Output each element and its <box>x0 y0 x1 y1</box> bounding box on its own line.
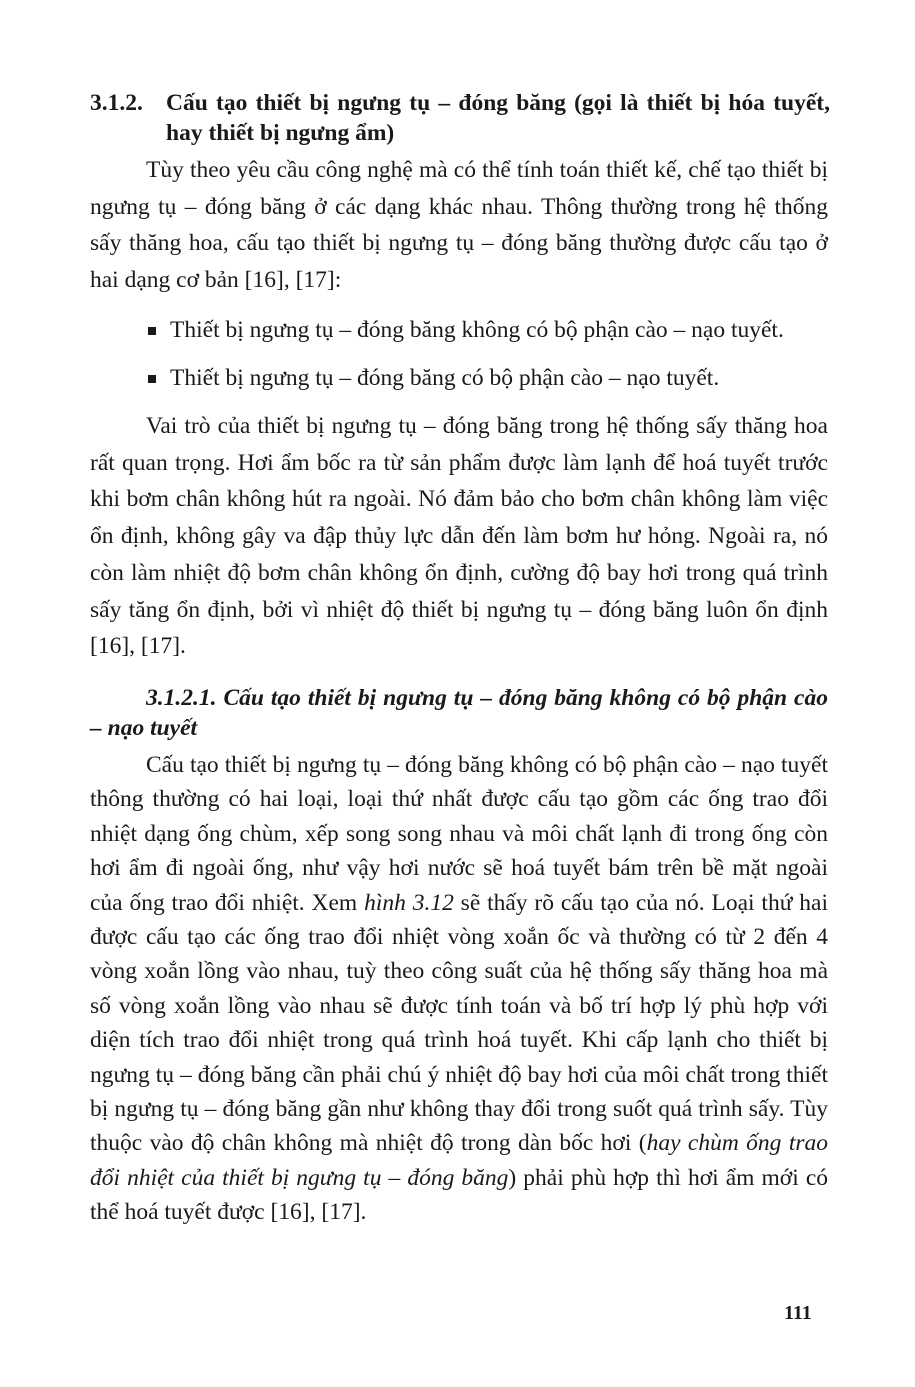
list-item-text: Thiết bị ngưng tụ – đóng băng không có bộ phận cào – nạo tuyết. <box>170 317 784 343</box>
paragraph-text-part: sẽ thấy rõ cấu tạo của nó. Loại thứ hai được cấu tạo các ống trao đổi nhiệt vòng xoắn ốc và thường có từ 2 đến 4 vòng xoắn lồng vào nhau, tuỳ theo công suất của hệ thống sấy thăng hoa mà số vòng xoắn lồng vào nhau sẽ được tính toán và bố trí hợp lý phù hợp với diện tích trao đổi nhiệt trong quá trình hoá tuyết. Khi cấp lạnh cho thiết bị ngưng tụ – đóng băng cần phải chú ý nhiệt độ bay hơi của môi chất trong thiết bị ngưng tụ – đóng băng gần như không thay đổi trong suốt quá trình sấy. Tùy thuộc vào độ chân không mà nhiệt độ trong dàn bốc hơi ( <box>90 889 828 1157</box>
subsection-heading: 3.1.2.1. Cấu tạo thiết bị ngưng tụ – đóng băng không có bộ phận cào – nạo tuyết <box>90 685 828 741</box>
paragraph-intro: Tùy theo yêu cầu công nghệ mà có thể tính toán thiết kế, chế tạo thiết bị ngưng tụ – đóng băng ở các dạng khác nhau. Thông thường trong hệ thống sấy thăng hoa, cấu tạo thiết bị ngưng tụ – đóng băng thường được cấu tạo ở hai dạng cơ bản [16], [17]: <box>90 157 828 294</box>
list-item <box>148 312 848 360</box>
section-heading <box>90 88 830 148</box>
section-title: Cấu tạo thiết bị ngưng tụ – đóng băng (gọi là thiết bị hóa tuyết, hay thiết bị ngưng ẩm) <box>166 90 830 146</box>
square-bullet-icon <box>148 327 156 335</box>
paragraph-text-part: Cấu tạo thiết bị ngưng tụ – đóng băng không có bộ phận cào – nạo tuyết thông thường có hai loại, loại thứ nhất được cấu tạo gồm các ống trao đổi nhiệt dạng ống chùm, xếp song song nhau và môi chất lạnh đi trong ống còn hơi ẩm đi ngoài ống, như vậy hơi nước sẽ hoá tuyết bám trên bề mặt ngoài của ống trao đổi nhiệt. Xem <box>90 752 828 916</box>
parenthetical-note: hay chùm ống trao đổi nhiệt của thiết bị ngưng tụ – đóng băng <box>90 1130 828 1191</box>
bullet-list <box>148 312 848 408</box>
figure-reference: hình 3.12 <box>364 889 454 916</box>
section-number: 3.1.2. <box>90 90 143 116</box>
paragraph-text-part: ) phải phù hợp thì hơi ẩm mới có thể hoá tuyết được [16], [17]. <box>90 1164 829 1226</box>
list-item <box>148 360 848 408</box>
page-number: 111 <box>784 1302 812 1324</box>
square-bullet-icon <box>148 375 156 383</box>
paragraph-role: Vai trò của thiết bị ngưng tụ – đóng băng trong hệ thống sấy thăng hoa rất quan trọng. Hơi ẩm bốc ra từ sản phẩm được làm lạnh để hoá tuyết trước khi bơm chân không hút ra ngoài. Nó đảm bảo cho bơm chân không làm việc ổn định, không gây va đập thủy lực dẫn đến làm bơm hư hỏng. Ngoài ra, nó còn làm nhiệt độ bơm chân không ổn định, cường độ bay hơi trong quá trình sấy tăng ổn định, bởi vì nhiệt độ thiết bị ngưng tụ – đóng băng luôn ổn định [16], [17]. <box>90 413 828 660</box>
list-item-text: Thiết bị ngưng tụ – đóng băng có bộ phận cào – nạo tuyết. <box>170 365 720 391</box>
paragraph-structure <box>90 748 828 1230</box>
